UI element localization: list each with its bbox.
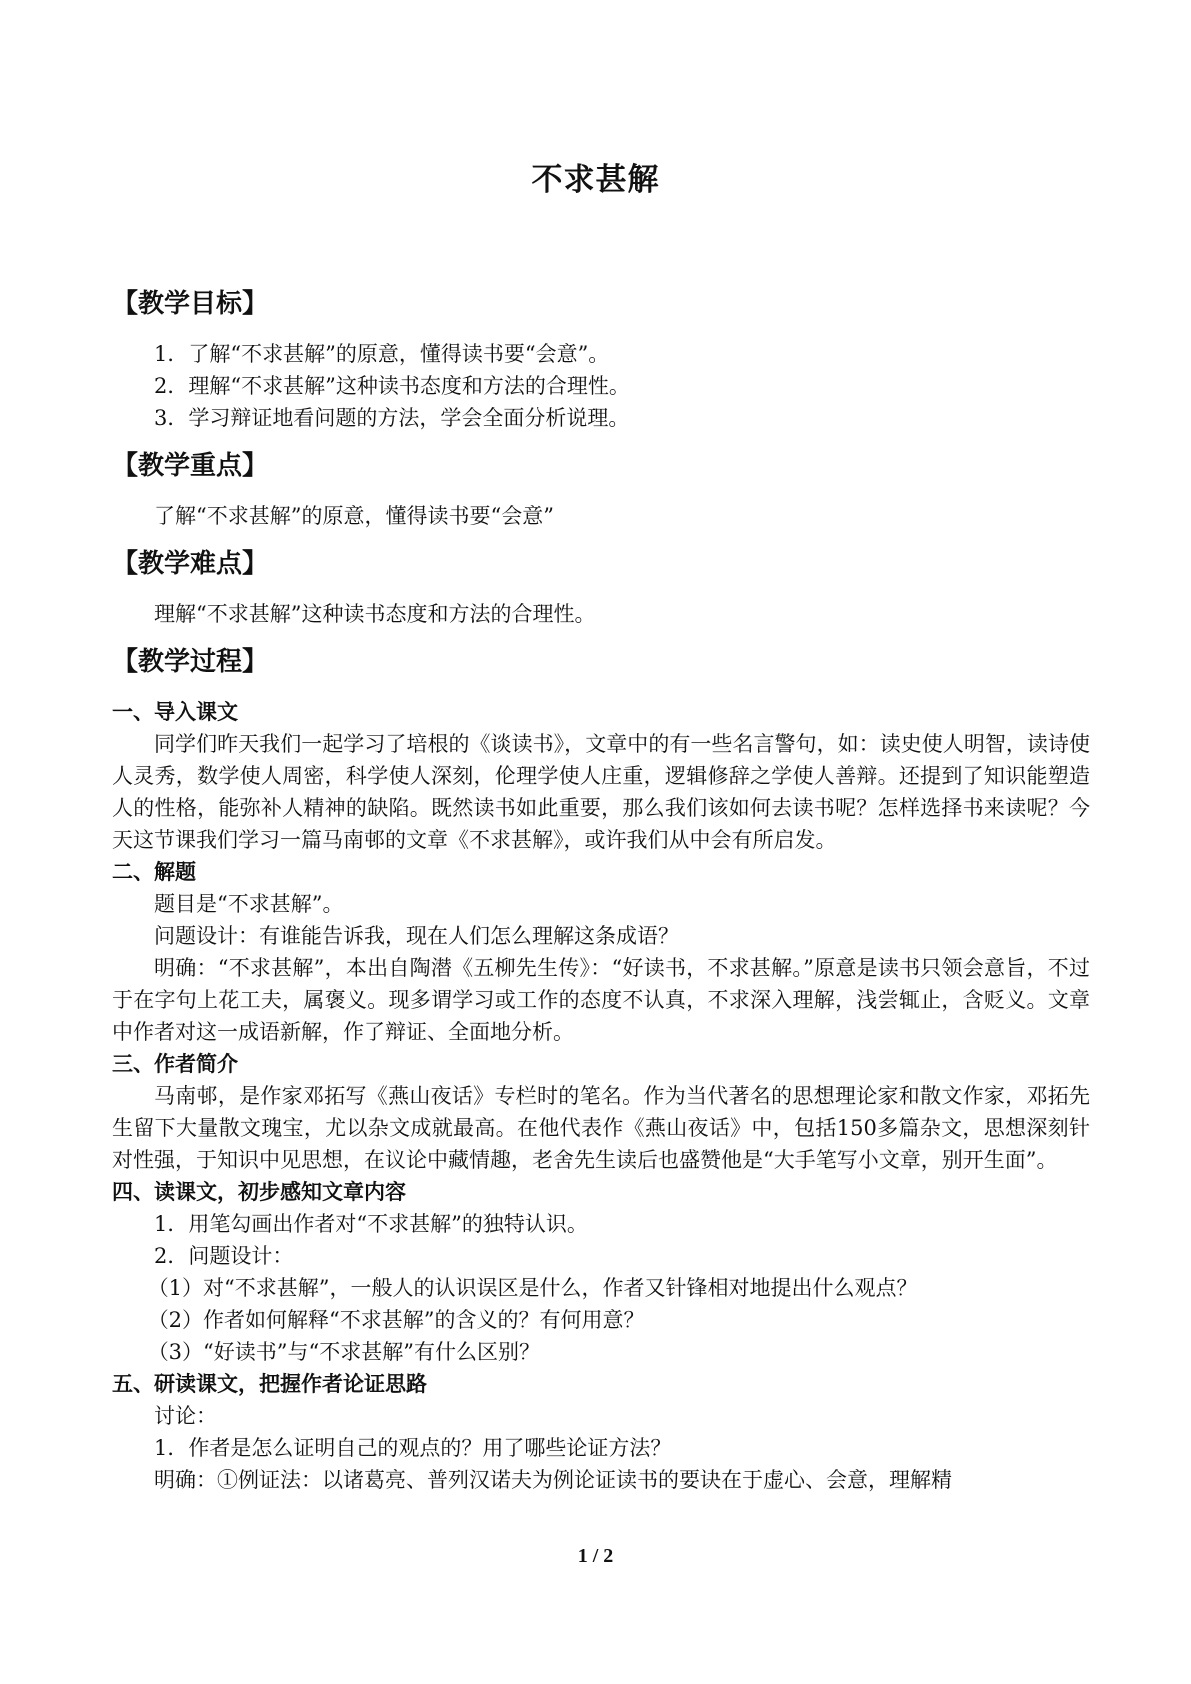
paragraph: 明确：①例证法：以诸葛亮、普列汉诺夫为例论证读书的要诀在于虚心、会意，理解精	[154, 1468, 952, 1492]
subsection-heading: 三、作者简介	[112, 1052, 238, 1076]
difficulty-text: 理解“不求甚解”这种读书态度和方法的合理性。	[154, 602, 596, 626]
page-title: 不求甚解	[531, 162, 660, 198]
document-body	[112, 284, 1090, 1496]
paragraph: 明确：“不求甚解”，本出自陶潜《五柳先生传》：“好读书，不求甚解。”原意是读书只领会意旨，不过于在字句上花工夫，属褒义。现多谓学习或工作的态度不认真，不求深入理解，浅尝辄止，含贬义。文章中作者对这一成语新解，作了辩证、全面地分析。	[112, 956, 1090, 1044]
paragraph: 讨论：	[154, 1404, 217, 1428]
paragraph: 同学们昨天我们一起学习了培根的《谈读书》，文章中的有一些名言警句，如：读史使人明智，读诗使人灵秀，数学使人周密，科学使人深刻，伦理学使人庄重，逻辑修辞之学使人善辩。还提到了知识能塑造人的性格，能弥补人精神的缺陷。既然读书如此重要，那么我们该如何去读书呢？怎样选择书来读呢？今天这节课我们学习一篇马南邨的文章《不求甚解》，或许我们从中会有所启发。	[112, 732, 1090, 852]
paragraph: 2．问题设计：	[154, 1244, 294, 1268]
paragraph: 1．用笔勾画出作者对“不求甚解”的独特认识。	[154, 1212, 588, 1236]
paragraph: 1．作者是怎么证明自己的观点的？用了哪些论证方法？	[154, 1436, 672, 1460]
section-heading-goals: 【教学目标】	[112, 289, 269, 319]
goal-item: 1．了解“不求甚解”的原意，懂得读书要“会意”。	[154, 342, 610, 366]
paragraph: 问题设计：有谁能告诉我，现在人们怎么理解这条成语？	[154, 924, 679, 948]
question-item: （2）作者如何解释“不求甚解”的含义的？有何用意？	[147, 1308, 645, 1332]
subsection-heading: 四、读课文，初步感知文章内容	[112, 1180, 406, 1204]
paragraph: 马南邨，是作家邓拓写《燕山夜话》专栏时的笔名。作为当代著名的思想理论家和散文作家，邓拓先生留下大量散文瑰宝，尤以杂文成就最高。在他代表作《燕山夜话》中，包括150多篇杂文，思想深刻针对性强，于知识中见思想，在议论中藏情趣，老舍先生读后也盛赞他是“大手笔写小文章，别开生面”。	[112, 1084, 1090, 1172]
subsection-heading: 一、导入课文	[112, 700, 238, 724]
question-item: （1）对“不求甚解”，一般人的认识误区是什么，作者又针锋相对地提出什么观点？	[147, 1276, 918, 1300]
section-heading-difficulty: 【教学难点】	[112, 549, 269, 579]
subsection-heading: 五、研读课文，把握作者论证思路	[112, 1372, 427, 1396]
subsection-heading: 二、解题	[112, 860, 196, 884]
key-point-text: 了解“不求甚解”的原意，懂得读书要“会意”	[154, 504, 554, 528]
section-heading-key-point: 【教学重点】	[112, 451, 269, 481]
goal-item: 2．理解“不求甚解”这种读书态度和方法的合理性。	[154, 374, 630, 398]
paragraph: 题目是“不求甚解”。	[154, 892, 344, 916]
goal-item: 3．学习辩证地看问题的方法，学会全面分析说理。	[154, 406, 630, 430]
question-item: （3）“好读书”与“不求甚解”有什么区别？	[147, 1340, 540, 1364]
section-heading-process: 【教学过程】	[112, 647, 269, 677]
page-number: 1 / 2	[577, 1545, 614, 1567]
